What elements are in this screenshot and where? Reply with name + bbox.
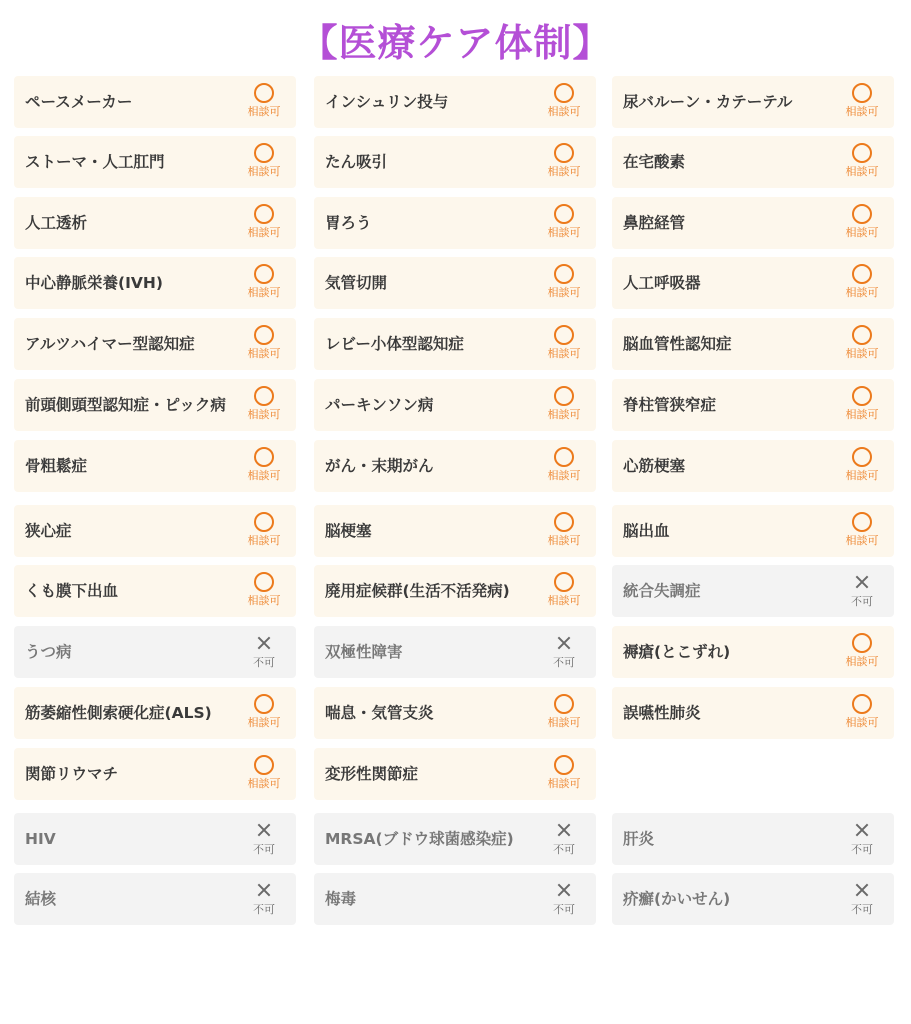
status-text: 不可 — [851, 843, 873, 856]
status-text: 相談可 — [845, 408, 879, 421]
circle-icon — [554, 572, 574, 592]
care-item-label: 脳出血 — [623, 522, 670, 540]
care-item-status — [534, 878, 594, 922]
care-item-status — [234, 753, 294, 797]
care-item-status — [832, 202, 892, 246]
status-text: 不可 — [851, 595, 873, 608]
cross-icon — [553, 632, 575, 654]
status-text: 相談可 — [845, 286, 879, 299]
cross-icon — [851, 571, 873, 593]
circle-icon — [852, 264, 872, 284]
circle-icon — [852, 204, 872, 224]
circle-icon — [254, 447, 274, 467]
status-text: 相談可 — [247, 226, 281, 239]
status-text: 相談可 — [845, 105, 879, 118]
care-item-label: 人工呼吸器 — [623, 274, 701, 292]
status-text: 相談可 — [845, 165, 879, 178]
care-item-label: 脳梗塞 — [325, 522, 372, 540]
status-text: 相談可 — [845, 716, 879, 729]
care-item-status — [832, 445, 892, 489]
circle-icon — [852, 386, 872, 406]
care-item — [14, 873, 296, 925]
care-item-label: 脳血管性認知症 — [623, 335, 732, 353]
care-item-label: MRSA(ブドウ球菌感染症) — [325, 830, 514, 848]
status-text: 相談可 — [547, 226, 581, 239]
care-item-label: 尿バルーン・カテーテル — [623, 93, 793, 111]
care-item-label: アルツハイマー型認知症 — [25, 335, 195, 353]
status-text: 相談可 — [845, 347, 879, 360]
care-item — [14, 505, 296, 557]
care-item-status — [234, 262, 294, 306]
care-item-status — [534, 818, 594, 862]
care-item — [314, 257, 596, 309]
circle-icon — [254, 143, 274, 163]
status-text: 不可 — [553, 656, 575, 669]
circle-icon — [254, 204, 274, 224]
care-item — [14, 687, 296, 739]
status-text: 相談可 — [845, 534, 879, 547]
care-item — [14, 626, 296, 678]
circle-icon — [852, 633, 872, 653]
care-item-status — [234, 631, 294, 675]
care-item — [314, 748, 596, 800]
care-item-status — [534, 323, 594, 367]
circle-icon — [554, 143, 574, 163]
care-item-status — [234, 570, 294, 614]
care-item — [314, 76, 596, 128]
care-item — [314, 873, 596, 925]
care-item-label: 在宅酸素 — [623, 153, 686, 171]
care-item — [314, 626, 596, 678]
care-item — [612, 873, 894, 925]
care-item-label: がん・末期がん — [325, 457, 434, 475]
cross-icon — [553, 879, 575, 901]
circle-icon — [254, 386, 274, 406]
care-item — [314, 440, 596, 492]
care-item-status — [832, 878, 892, 922]
care-item — [314, 687, 596, 739]
care-item-label: 褥瘡(とこずれ) — [623, 643, 731, 661]
care-item-label: たん吸引 — [325, 153, 388, 171]
status-text: 相談可 — [247, 777, 281, 790]
care-item-status — [534, 141, 594, 185]
care-item-label: 梅毒 — [325, 890, 357, 908]
care-item — [14, 136, 296, 188]
care-item-status — [534, 262, 594, 306]
status-text: 不可 — [553, 903, 575, 916]
care-item-status — [832, 262, 892, 306]
status-text: 相談可 — [845, 469, 879, 482]
circle-icon — [554, 512, 574, 532]
care-item-status — [534, 81, 594, 125]
care-item-label: 廃用症候群(生活不活発病) — [325, 582, 510, 600]
care-item-status — [832, 631, 892, 675]
circle-icon — [554, 447, 574, 467]
page-title: 【医療ケア体制】 — [299, 20, 612, 65]
care-item-status — [832, 323, 892, 367]
care-item — [612, 505, 894, 557]
care-item-label: 胃ろう — [325, 214, 372, 232]
status-text: 相談可 — [547, 165, 581, 178]
care-item-label: 喘息・気管支炎 — [325, 704, 434, 722]
care-item-status — [832, 692, 892, 736]
care-item — [612, 379, 894, 431]
care-item — [14, 748, 296, 800]
status-text: 相談可 — [845, 655, 879, 668]
care-item-label: 骨粗鬆症 — [25, 457, 88, 475]
care-item-status — [234, 878, 294, 922]
care-item-status — [234, 384, 294, 428]
circle-icon — [254, 572, 274, 592]
care-item — [314, 565, 596, 617]
care-item-status — [534, 692, 594, 736]
cross-icon — [851, 819, 873, 841]
care-item-label: 脊柱管狭窄症 — [623, 396, 717, 414]
care-item-status — [832, 384, 892, 428]
care-item — [14, 813, 296, 865]
care-item — [14, 565, 296, 617]
status-text: 相談可 — [547, 408, 581, 421]
care-item-label: 中心静脈栄養(IVH) — [25, 274, 163, 292]
care-item-label: パーキンソン病 — [325, 396, 434, 414]
care-item — [612, 318, 894, 370]
status-text: 相談可 — [547, 105, 581, 118]
circle-icon — [852, 447, 872, 467]
care-item — [314, 813, 596, 865]
care-item — [612, 257, 894, 309]
care-item — [612, 626, 894, 678]
care-item-status — [234, 692, 294, 736]
care-item-status — [234, 445, 294, 489]
care-item-status — [234, 141, 294, 185]
status-text: 相談可 — [247, 469, 281, 482]
status-text: 相談可 — [247, 594, 281, 607]
care-item-label: 変形性関節症 — [325, 765, 419, 783]
care-item — [612, 197, 894, 249]
status-text: 相談可 — [247, 347, 281, 360]
circle-icon — [254, 264, 274, 284]
status-text: 相談可 — [547, 534, 581, 547]
cross-icon — [253, 879, 275, 901]
status-text: 相談可 — [547, 469, 581, 482]
cross-icon — [253, 632, 275, 654]
care-item-label: レビー小体型認知症 — [325, 335, 464, 353]
circle-icon — [254, 694, 274, 714]
circle-icon — [554, 755, 574, 775]
care-item — [14, 379, 296, 431]
circle-icon — [554, 264, 574, 284]
care-item-label: うつ病 — [25, 643, 72, 661]
care-item — [612, 440, 894, 492]
care-item-status — [832, 510, 892, 554]
circle-icon — [554, 386, 574, 406]
care-item-status — [234, 818, 294, 862]
care-item-status — [534, 510, 594, 554]
status-text: 不可 — [553, 843, 575, 856]
care-item — [314, 379, 596, 431]
care-item-label: 前頭側頭型認知症・ピック病 — [25, 396, 226, 414]
circle-icon — [554, 204, 574, 224]
circle-icon — [254, 512, 274, 532]
status-text: 不可 — [851, 903, 873, 916]
circle-icon — [254, 755, 274, 775]
care-item-label: 誤嚥性肺炎 — [623, 704, 701, 722]
care-item — [314, 197, 596, 249]
status-text: 相談可 — [247, 534, 281, 547]
care-item-label: 人工透析 — [25, 214, 88, 232]
care-item-label: HIV — [25, 830, 56, 848]
care-item — [612, 813, 894, 865]
circle-icon — [554, 694, 574, 714]
care-item — [612, 565, 894, 617]
care-item-label: 気管切開 — [325, 274, 388, 292]
care-item — [612, 687, 894, 739]
care-item-status — [534, 570, 594, 614]
cross-icon — [253, 819, 275, 841]
status-text: 相談可 — [547, 347, 581, 360]
care-item-label: 狭心症 — [25, 522, 72, 540]
care-item — [14, 440, 296, 492]
care-item-label: 鼻腔経管 — [623, 214, 686, 232]
care-item-status — [534, 631, 594, 675]
status-text: 不可 — [253, 843, 275, 856]
status-text: 相談可 — [247, 105, 281, 118]
status-text: 不可 — [253, 903, 275, 916]
status-text: 不可 — [253, 656, 275, 669]
care-item — [14, 318, 296, 370]
care-item-label: 筋萎縮性側索硬化症(ALS) — [25, 704, 212, 722]
care-item-label: 統合失調症 — [623, 582, 701, 600]
care-item — [14, 257, 296, 309]
care-item — [612, 136, 894, 188]
care-item-label: インシュリン投与 — [325, 93, 449, 111]
care-item — [314, 318, 596, 370]
care-item-status — [234, 81, 294, 125]
care-item-status — [234, 323, 294, 367]
care-item-status — [234, 202, 294, 246]
care-item — [612, 76, 894, 128]
care-item-label: くも膜下出血 — [25, 582, 119, 600]
care-item-label: ストーマ・人工肛門 — [25, 153, 165, 171]
status-text: 相談可 — [547, 594, 581, 607]
care-item — [314, 505, 596, 557]
circle-icon — [254, 325, 274, 345]
care-item-status — [832, 141, 892, 185]
status-text: 相談可 — [547, 286, 581, 299]
care-item-status — [832, 818, 892, 862]
care-item-status — [832, 570, 892, 614]
circle-icon — [852, 512, 872, 532]
status-text: 相談可 — [247, 408, 281, 421]
status-text: 相談可 — [247, 286, 281, 299]
care-item — [14, 76, 296, 128]
status-text: 相談可 — [845, 226, 879, 239]
circle-icon — [852, 143, 872, 163]
status-text: 相談可 — [247, 716, 281, 729]
status-text: 相談可 — [547, 716, 581, 729]
care-item-label: 結核 — [25, 890, 57, 908]
cross-icon — [553, 819, 575, 841]
care-item-label: ペースメーカー — [25, 93, 133, 111]
circle-icon — [554, 83, 574, 103]
care-item-status — [534, 202, 594, 246]
care-item-status — [534, 753, 594, 797]
status-text: 相談可 — [547, 777, 581, 790]
care-item-status — [234, 510, 294, 554]
circle-icon — [554, 325, 574, 345]
care-item-status — [534, 445, 594, 489]
cross-icon — [851, 879, 873, 901]
circle-icon — [852, 83, 872, 103]
care-item-label: 関節リウマチ — [25, 765, 119, 783]
care-item — [14, 197, 296, 249]
status-text: 相談可 — [247, 165, 281, 178]
care-item-label: 肝炎 — [623, 830, 655, 848]
care-item-status — [534, 384, 594, 428]
care-item-status — [832, 81, 892, 125]
circle-icon — [852, 325, 872, 345]
care-item-label: 心筋梗塞 — [623, 457, 686, 475]
care-item-label: 疥癬(かいせん) — [623, 890, 731, 908]
circle-icon — [254, 83, 274, 103]
care-item-label: 双極性障害 — [325, 643, 403, 661]
care-item — [314, 136, 596, 188]
circle-icon — [852, 694, 872, 714]
